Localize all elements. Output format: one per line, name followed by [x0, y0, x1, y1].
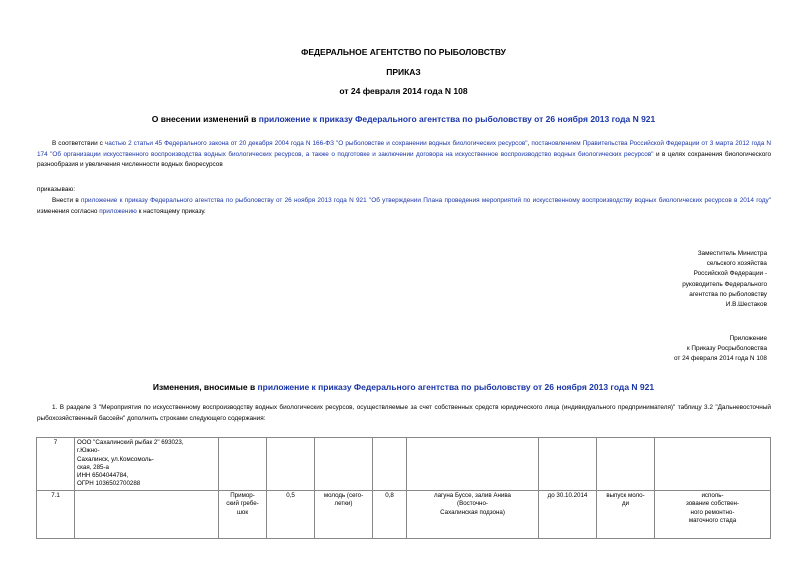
empty-cell — [407, 438, 539, 491]
term-cell: до 30.10.2014 — [539, 491, 597, 539]
appendix-line: к Приказу Росрыболовства — [686, 345, 767, 353]
org-line: ООО "Сахалинский рыбак 2" 693023, — [77, 439, 184, 446]
signature-line: сельского хозяйства — [706, 260, 767, 268]
empty-cell — [315, 438, 373, 491]
org-line: ОГРН 1036502700288 — [77, 480, 141, 488]
place-cell — [407, 491, 539, 539]
appendix-order-link[interactable]: приложение к приказу Федерального агентства по рыболовству от 26 ноября 2013 года N 921 "Об утверждении Плана проведения мероприятий по искусственному воспроизводству водных биологических ресурсов в 2014 году" — [81, 197, 772, 204]
species-line: Примор- — [230, 492, 255, 499]
signature-block — [607, 249, 767, 310]
subject-link[interactable]: приложение к приказу Федерального агентства по рыболовству от 26 ноября 2013 года N 921 — [258, 114, 656, 124]
mass-cell: 0,8 — [373, 491, 407, 539]
signature-line: Заместитель Министра — [697, 250, 767, 257]
document-type: ПРИКАЗ — [386, 67, 421, 77]
row-number: 7.1 — [37, 491, 75, 539]
empty-cell — [539, 438, 597, 491]
org-line: Сахалинск, ул.Комсомоль- — [77, 455, 154, 463]
source-line: маточного стада — [688, 516, 737, 524]
changes-paragraph: 1. В разделе 3 "Мероприятия по искусственному воспроизводству водных биологических ресурсов, осуществляемые за счет собственных средств юридического лица (индивидуального предпринимателя)" таблицу 3.2 "Дальневосточный рыбохозяйственный бассейн" дополнить строками следующего содержания: — [37, 404, 771, 422]
order-text-1: Внести в — [52, 197, 82, 204]
source-line: зование собствен- — [685, 500, 740, 508]
source-line: ного ремонтно- — [690, 508, 735, 516]
changes-prefix: Изменения, вносимые в — [152, 382, 258, 392]
organization-cell — [75, 438, 219, 491]
subject-prefix: О внесении изменений в — [151, 114, 259, 124]
amount-cell: 0,5 — [267, 491, 315, 539]
signatory-name: И.В.Шестаков — [725, 301, 767, 309]
preamble-text-3: и в целях сохранения биологического разнообразия и увеличения численности водных биоресурсов — [37, 150, 772, 168]
changes-table — [36, 437, 771, 539]
empty-cell — [655, 438, 771, 491]
org-line: ИНН 6504044784, — [77, 472, 129, 480]
species-cell — [219, 491, 267, 539]
place-line: Сахалинская подзона) — [440, 508, 505, 516]
signature-line: Российской Федерации - — [693, 270, 767, 278]
changes-link[interactable]: приложение к приказу Федерального агентства по рыболовству от 26 ноября 2013 года N 921 — [257, 382, 655, 392]
place-line: лагуна Буссе, залив Анива — [433, 492, 511, 499]
species-line: шок — [236, 508, 249, 516]
row-number: 7 — [37, 438, 75, 491]
appendix-header — [587, 334, 767, 365]
resolution-link[interactable]: постановлением Правительства Российской Федерации от 3 марта 2012 года N 174 "Об организации искусственного воспроизводства водных биологических ресурсов, а также о подготовке и заключении договора на искусственное воспроизводство водных биологических ресурсов" — [37, 140, 771, 158]
source-cell — [655, 491, 771, 539]
stage-line: летки) — [334, 500, 353, 508]
org-line: ская, 285-а — [77, 463, 109, 471]
place-line: (Восточно- — [457, 500, 488, 508]
table-row — [37, 438, 771, 491]
method-line: выпуск моло- — [606, 492, 645, 499]
empty-cell — [219, 438, 267, 491]
preamble-paragraph — [37, 139, 771, 171]
empty-cell — [373, 438, 407, 491]
order-paragraph — [37, 196, 771, 217]
order-subject — [0, 114, 807, 124]
empty-cell — [75, 491, 219, 539]
table-row — [37, 491, 771, 539]
stage-line: молодь (сего- — [323, 492, 364, 499]
appendix-line: Приложение — [729, 335, 767, 342]
preamble-text-2: , — [527, 140, 532, 147]
signature-line: руководитель Федерального — [682, 280, 767, 288]
method-cell — [597, 491, 655, 539]
changes-title — [0, 382, 807, 392]
method-line: ди — [621, 500, 630, 508]
order-word: приказываю: — [37, 186, 75, 193]
order-text-3: к настоящему приказу. — [136, 207, 206, 215]
agency-title: ФЕДЕРАЛЬНОЕ АГЕНТСТВО ПО РЫБОЛОВСТВУ — [301, 47, 506, 57]
source-line: исполь- — [701, 492, 724, 499]
stage-cell — [315, 491, 373, 539]
signature-line: агентства по рыболовству — [689, 290, 767, 298]
species-line: ский гребе- — [226, 500, 259, 508]
law-link[interactable]: частью 2 статьи 45 Федерального закона от 20 декабря 2004 года N 166-ФЗ "О рыболовстве и сохранении водных биологических ресурсов" — [104, 140, 528, 147]
appendix-link[interactable]: приложению — [99, 207, 137, 215]
preamble-text-1: В соответствии с — [52, 140, 105, 147]
empty-cell — [267, 438, 315, 491]
order-date: от 24 февраля 2014 года N 108 — [339, 86, 468, 96]
order-text-2: изменения согласно — [37, 207, 100, 215]
empty-cell — [597, 438, 655, 491]
appendix-line: от 24 февраля 2014 года N 108 — [674, 355, 767, 363]
org-line: г.Южно- — [77, 447, 100, 455]
